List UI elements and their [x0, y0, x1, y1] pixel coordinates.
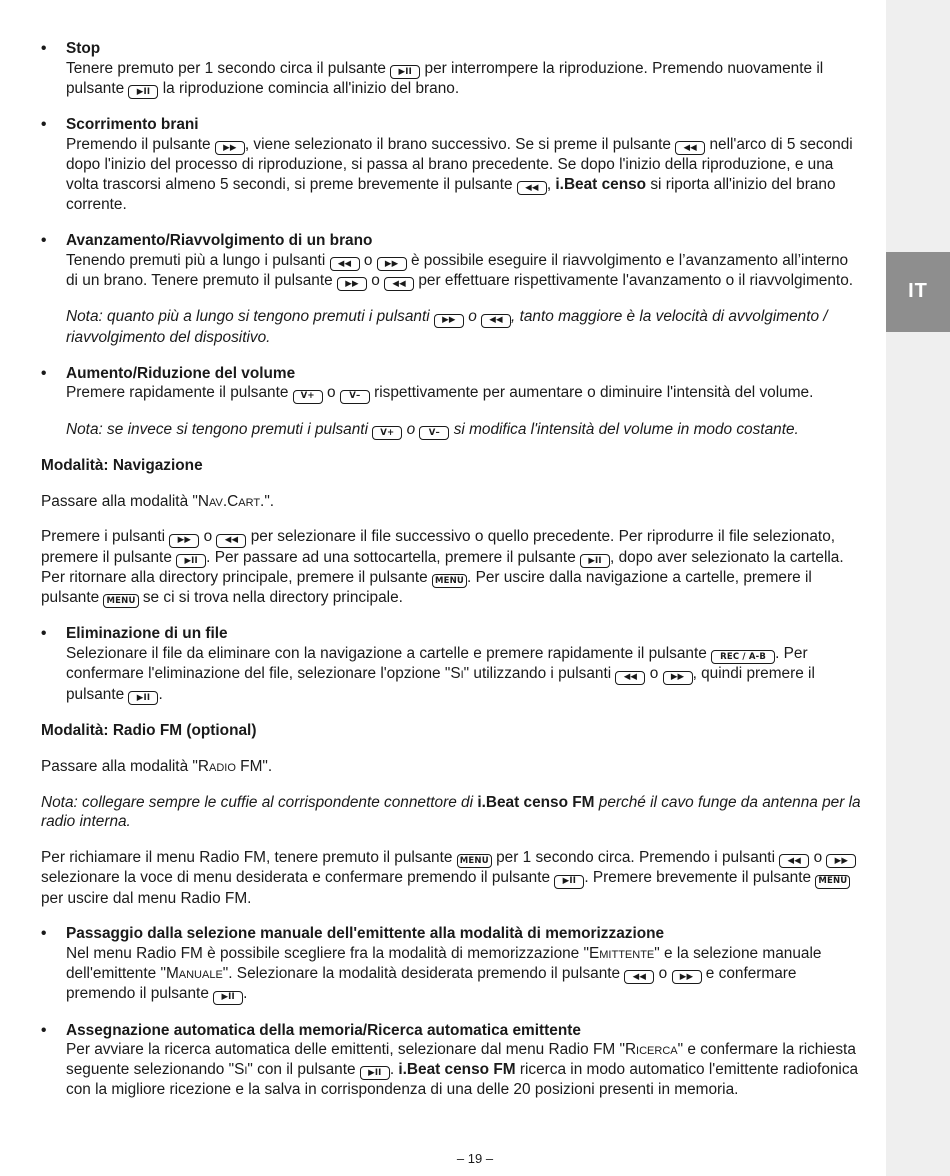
next-key-icon: ▶▶ — [434, 314, 464, 328]
heading-navigation: Modalità: Navigazione — [41, 456, 203, 474]
prev-key-icon: ◀◀ — [481, 314, 511, 328]
next-key-icon: ▶▶ — [169, 534, 199, 548]
heading-volume: • Aumento/Riduzione del volume — [66, 364, 296, 382]
paragraph-radio-menu: Per richiamare il menu Radio FM, tenere premuto il pulsante MENU per 1 secondo circa. Premendo i pulsanti ◀◀ o ▶▶ selezionare la voce di menu desiderata e confermare premendo il pulsante ▶II . Premere brevemente il pulsante MENU per uscire dal menu Radio FM. — [41, 848, 861, 908]
play-pause-key-icon: ▶II — [176, 554, 206, 568]
next-key-icon: ▶▶ — [672, 970, 702, 984]
prev-key-icon: ◀◀ — [779, 854, 809, 868]
heading-delete-file: • Eliminazione di un file — [66, 625, 228, 643]
menu-key-icon: MENU — [432, 574, 467, 588]
heading-auto-search: • Assegnazione automatica della memoria/Ricerca automatica emittente — [66, 1021, 581, 1039]
heading-manual-memory: • Passaggio dalla selezione manuale dell'emittente alla modalità di memorizzazione — [66, 925, 665, 943]
play-pause-key-icon: ▶II — [128, 85, 158, 99]
play-pause-key-icon: ▶II — [390, 65, 420, 79]
heading-stop: • Stop — [66, 40, 101, 57]
menu-key-icon: MENU — [103, 594, 138, 608]
page-number: – 19 – — [456, 1151, 494, 1166]
section-delete-file: • Eliminazione di un file Selezionare il file da eliminare con la navigazione a cartelle e premere rapidamente il pulsante REC / A-B . Per confermare l'eliminazione del file, selezionare l'opzione "Si" utilizzando i pulsanti ◀◀ o ▶▶ , quindi premere il pulsante ▶II . — [41, 624, 861, 705]
brand-name: i.Beat censo FM — [398, 1061, 516, 1079]
prev-key-icon: ◀◀ — [330, 257, 360, 271]
language-tab — [886, 252, 950, 332]
heading-radio: Modalità: Radio FM (optional) — [41, 721, 257, 739]
play-pause-key-icon: ▶II — [580, 554, 610, 568]
next-key-icon: ▶▶ — [215, 141, 245, 155]
volume-up-key-icon: V+ — [293, 390, 323, 404]
heading-fast-forward: • Avanzamento/Riavvolgimento di un brano — [66, 232, 373, 250]
play-pause-key-icon: ▶II — [213, 991, 243, 1005]
note-volume: Nota: se invece si tengono premuti i pulsanti V+ o V– si modifica l'intensità del volume in modo costante. — [41, 420, 861, 440]
menu-key-icon: MENU — [815, 875, 850, 889]
section-fast-forward: • Avanzamento/Riavvolgimento di un brano Tenendo premuti più a lungo i pulsanti ◀◀ o ▶▶ è possibile eseguire il riavvolgimento e l’avanzamento all’interno di un brano. Tenere premuto il pulsante ▶▶ o ◀◀ per effettuare rispettivamente l'avanzamento o il riavvolgimento. — [41, 231, 861, 291]
rec-ab-key-icon: REC / A-B — [711, 650, 775, 664]
prev-key-icon: ◀◀ — [517, 181, 547, 195]
next-key-icon: ▶▶ — [663, 671, 693, 685]
paragraph-nav-usage: Premere i pulsanti ▶▶ o ◀◀ per selezionare il file successivo o quello precedente. Per riprodurre il file selezionato, premere il pulsante ▶II . Per passare ad una sottocartella, premere il pulsante ▶II , dopo aver selezionato la cartella. Per ritornare alla directory principale, premere il pulsante MENU . Per uscire dalla navigazione a cartelle, premere il pulsante MENU se ci si trova nella directory principale. — [41, 527, 861, 608]
volume-down-key-icon: V– — [340, 390, 370, 404]
volume-down-key-icon: V– — [419, 426, 449, 440]
side-strip — [886, 0, 950, 1176]
prev-key-icon: ◀◀ — [384, 277, 414, 291]
next-key-icon: ▶▶ — [377, 257, 407, 271]
section-volume: • Aumento/Riduzione del volume Premere rapidamente il pulsante V+ o V– rispettivamente per aumentare o diminuire l'intensità del volume. — [41, 364, 861, 404]
brand-name: i.Beat censo FM — [477, 793, 595, 811]
prev-key-icon: ◀◀ — [675, 141, 705, 155]
next-key-icon: ▶▶ — [826, 854, 856, 868]
language-tab-label: IT — [908, 280, 928, 303]
section-auto-search: • Assegnazione automatica della memoria/Ricerca automatica emittente Per avviare la ricerca automatica delle emittenti, selezionare dal menu Radio FM "Ricerca" e confermare la richiesta seguente selezionando "Si" con il pulsante ▶II . i.Beat censo FM ricerca in modo automatico l'emittente radiofonica con la migliore ricezione e la salva in corrispondenza di una delle 20 posizioni presenti in memoria. — [41, 1021, 861, 1101]
section-manual-memory: • Passaggio dalla selezione manuale dell'emittente alla modalità di memorizzazione Nel menu Radio FM è possibile scegliere fra la modalità di memorizzazione "Emittente" e la selezione manuale dell'emittente "Manuale". Selezionare la modalità desiderata premendo il pulsante ◀◀ o ▶▶ e confermare premendo il pulsante ▶II . — [41, 924, 861, 1004]
note-fast-forward: Nota: quanto più a lungo si tengono premuti i pulsanti ▶▶ o ◀◀ , tanto maggiore è la velocità di avvolgimento / riavvolgimento del dispositivo. — [66, 308, 828, 346]
menu-key-icon: MENU — [457, 854, 492, 868]
brand-name: i.Beat censo — [555, 176, 647, 194]
section-track-scroll: • Scorrimento brani Premendo il pulsante ▶▶ , viene selezionato il brano successivo. Se si preme il pulsante ◀◀ nell'arco di 5 secondi dopo l'inizio del processo di riproduzione, si passa al brano precedente. Se dopo l'inizio della riproduzione, e una volta trascorsi almeno 5 secondi, si preme brevemente il pulsante ◀◀ , i.Beat censo si riporta all'inizio del brano corrente. — [41, 115, 861, 215]
prev-key-icon: ◀◀ — [615, 671, 645, 685]
prev-key-icon: ◀◀ — [624, 970, 654, 984]
play-pause-key-icon: ▶II — [360, 1066, 390, 1080]
heading-track-scroll: • Scorrimento brani — [66, 116, 199, 134]
next-key-icon: ▶▶ — [337, 277, 367, 291]
play-pause-key-icon: ▶II — [128, 691, 158, 705]
paragraph-nav-mode: Passare alla modalità "Nav.Cart.". — [41, 492, 275, 510]
paragraph-radio-mode: Passare alla modalità "Radio FM". — [41, 757, 273, 775]
prev-key-icon: ◀◀ — [216, 534, 246, 548]
section-stop: • Stop Tenere premuto per 1 secondo circa il pulsante ▶II per interrompere la riproduzione. Premendo nuovamente il pulsante ▶II la riproduzione comincia all'inizio del brano. — [41, 39, 861, 99]
play-pause-key-icon: ▶II — [554, 875, 584, 889]
volume-up-key-icon: V+ — [372, 426, 402, 440]
manual-content — [41, 39, 861, 1116]
note-radio: Nota: collegare sempre le cuffie al corrispondente connettore di i.Beat censo FM perché il cavo funge da antenna per la radio interna. — [41, 793, 861, 831]
